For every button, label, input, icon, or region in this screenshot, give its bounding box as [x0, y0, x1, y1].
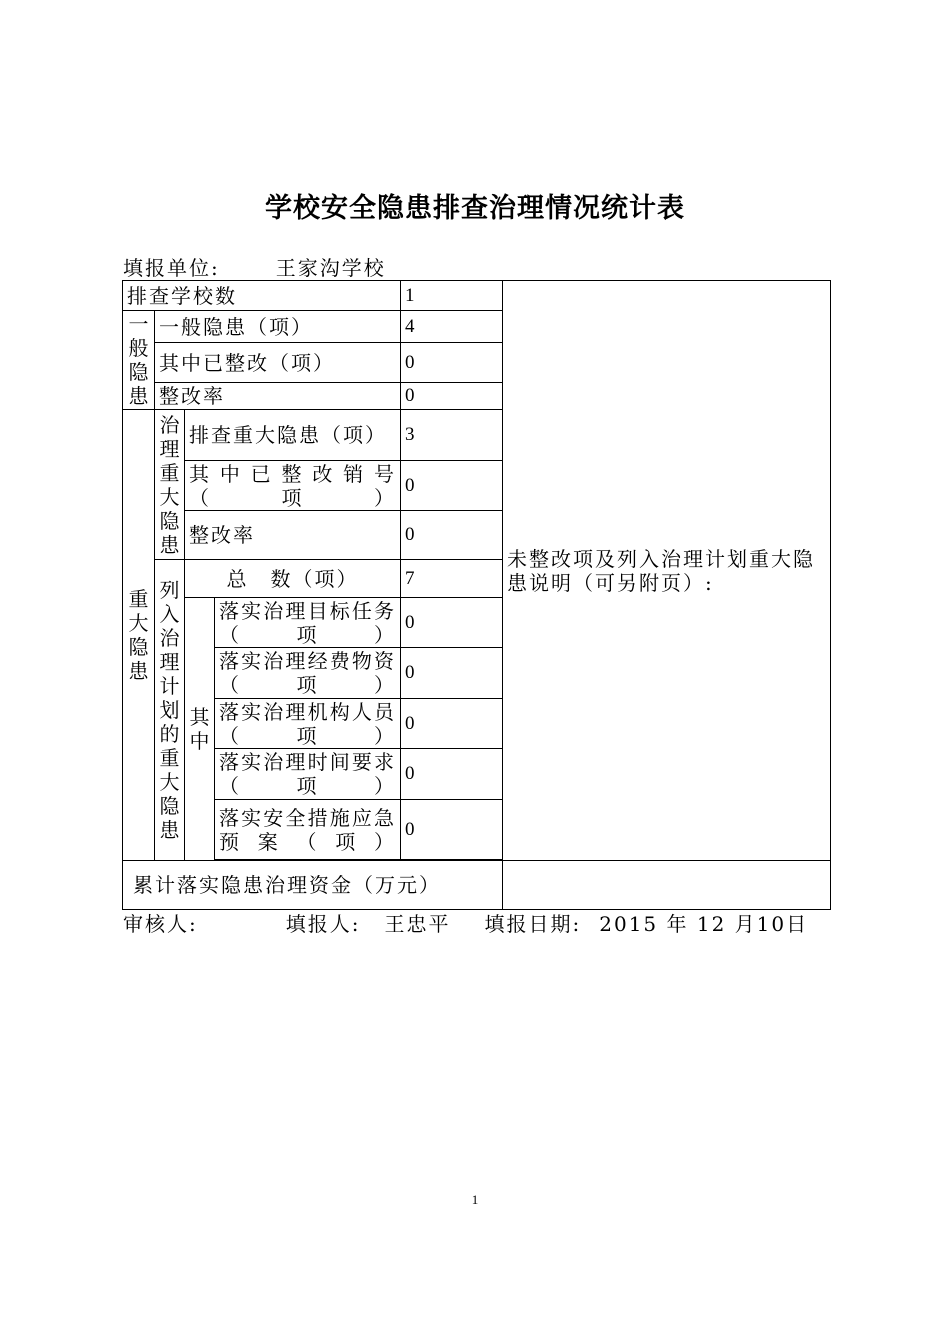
- plan-safety-label: 落实安全措施应急预案（项）: [215, 800, 401, 860]
- schools-label: 排查学校数: [123, 281, 401, 311]
- plan-total-label: 总 数（项）: [185, 560, 401, 598]
- major-found-label: 排查重大隐患（项）: [185, 410, 401, 461]
- reporting-unit-value: 王家沟学校: [275, 256, 386, 280]
- plan-targets-label: 落实治理目标任务（项）: [215, 598, 401, 648]
- general-fixed-value: 0: [401, 343, 503, 383]
- general-rate-label: 整改率: [155, 383, 401, 410]
- reporting-unit: [123, 252, 386, 281]
- document-title: 学校安全隐患排查治理情况统计表: [265, 193, 685, 224]
- plan-time-value: 0: [401, 749, 503, 800]
- plan-funds-value: 0: [401, 648, 503, 699]
- funds-label: 累计落实隐患治理资金（万元）: [123, 861, 503, 910]
- major-sub2-label: 列入治理计划的重大隐患: [155, 560, 185, 861]
- plan-time-label: 落实治理时间要求（项）: [215, 749, 401, 800]
- general-count-value: 4: [401, 311, 503, 343]
- major-rate-value: 0: [401, 511, 503, 560]
- major-sub1-label: 治理重大隐患: [155, 410, 185, 560]
- plan-funds-label: 落实治理经费物资（项）: [215, 648, 401, 699]
- major-fixed-value: 0: [401, 461, 503, 511]
- schools-value: 1: [401, 281, 503, 311]
- plan-staff-label: 落实治理机构人员（项）: [215, 699, 401, 749]
- major-rate-label: 整改率: [185, 511, 401, 560]
- plan-safety-value: 0: [401, 800, 503, 860]
- footer-signatures: [123, 908, 808, 937]
- table-row: [123, 281, 831, 311]
- page-number: 1: [471, 1192, 479, 1207]
- general-fixed-label: 其中已整改（项）: [155, 343, 401, 383]
- funds-value: [503, 861, 831, 910]
- date-value: 2015 年 12 月10日: [599, 912, 809, 936]
- general-count-label: 一般隐患（项）: [155, 311, 401, 343]
- plan-staff-value: 0: [401, 699, 503, 749]
- major-group-label: 重大隐患: [123, 410, 155, 861]
- plan-total-value: 7: [401, 560, 503, 598]
- reporting-unit-label: 填报单位:: [123, 256, 220, 280]
- major-found-value: 3: [401, 410, 503, 461]
- filler-name: 王忠平: [384, 912, 451, 936]
- statistics-table: [122, 280, 831, 910]
- note-cell: 未整改项及列入治理计划重大隐患说明（可另附页）:: [503, 281, 831, 861]
- table-row: [123, 861, 831, 910]
- filler-label: 填报人:: [285, 912, 361, 936]
- major-fixed-label: 其中已整改销号（项）: [185, 461, 401, 511]
- plan-among-label: 其中: [185, 598, 215, 861]
- date-label: 填报日期:: [484, 912, 582, 936]
- plan-targets-value: 0: [401, 598, 503, 648]
- general-rate-value: 0: [401, 383, 503, 410]
- general-group-label: 一般隐患: [123, 311, 155, 410]
- reviewer-label: 审核人:: [123, 912, 198, 936]
